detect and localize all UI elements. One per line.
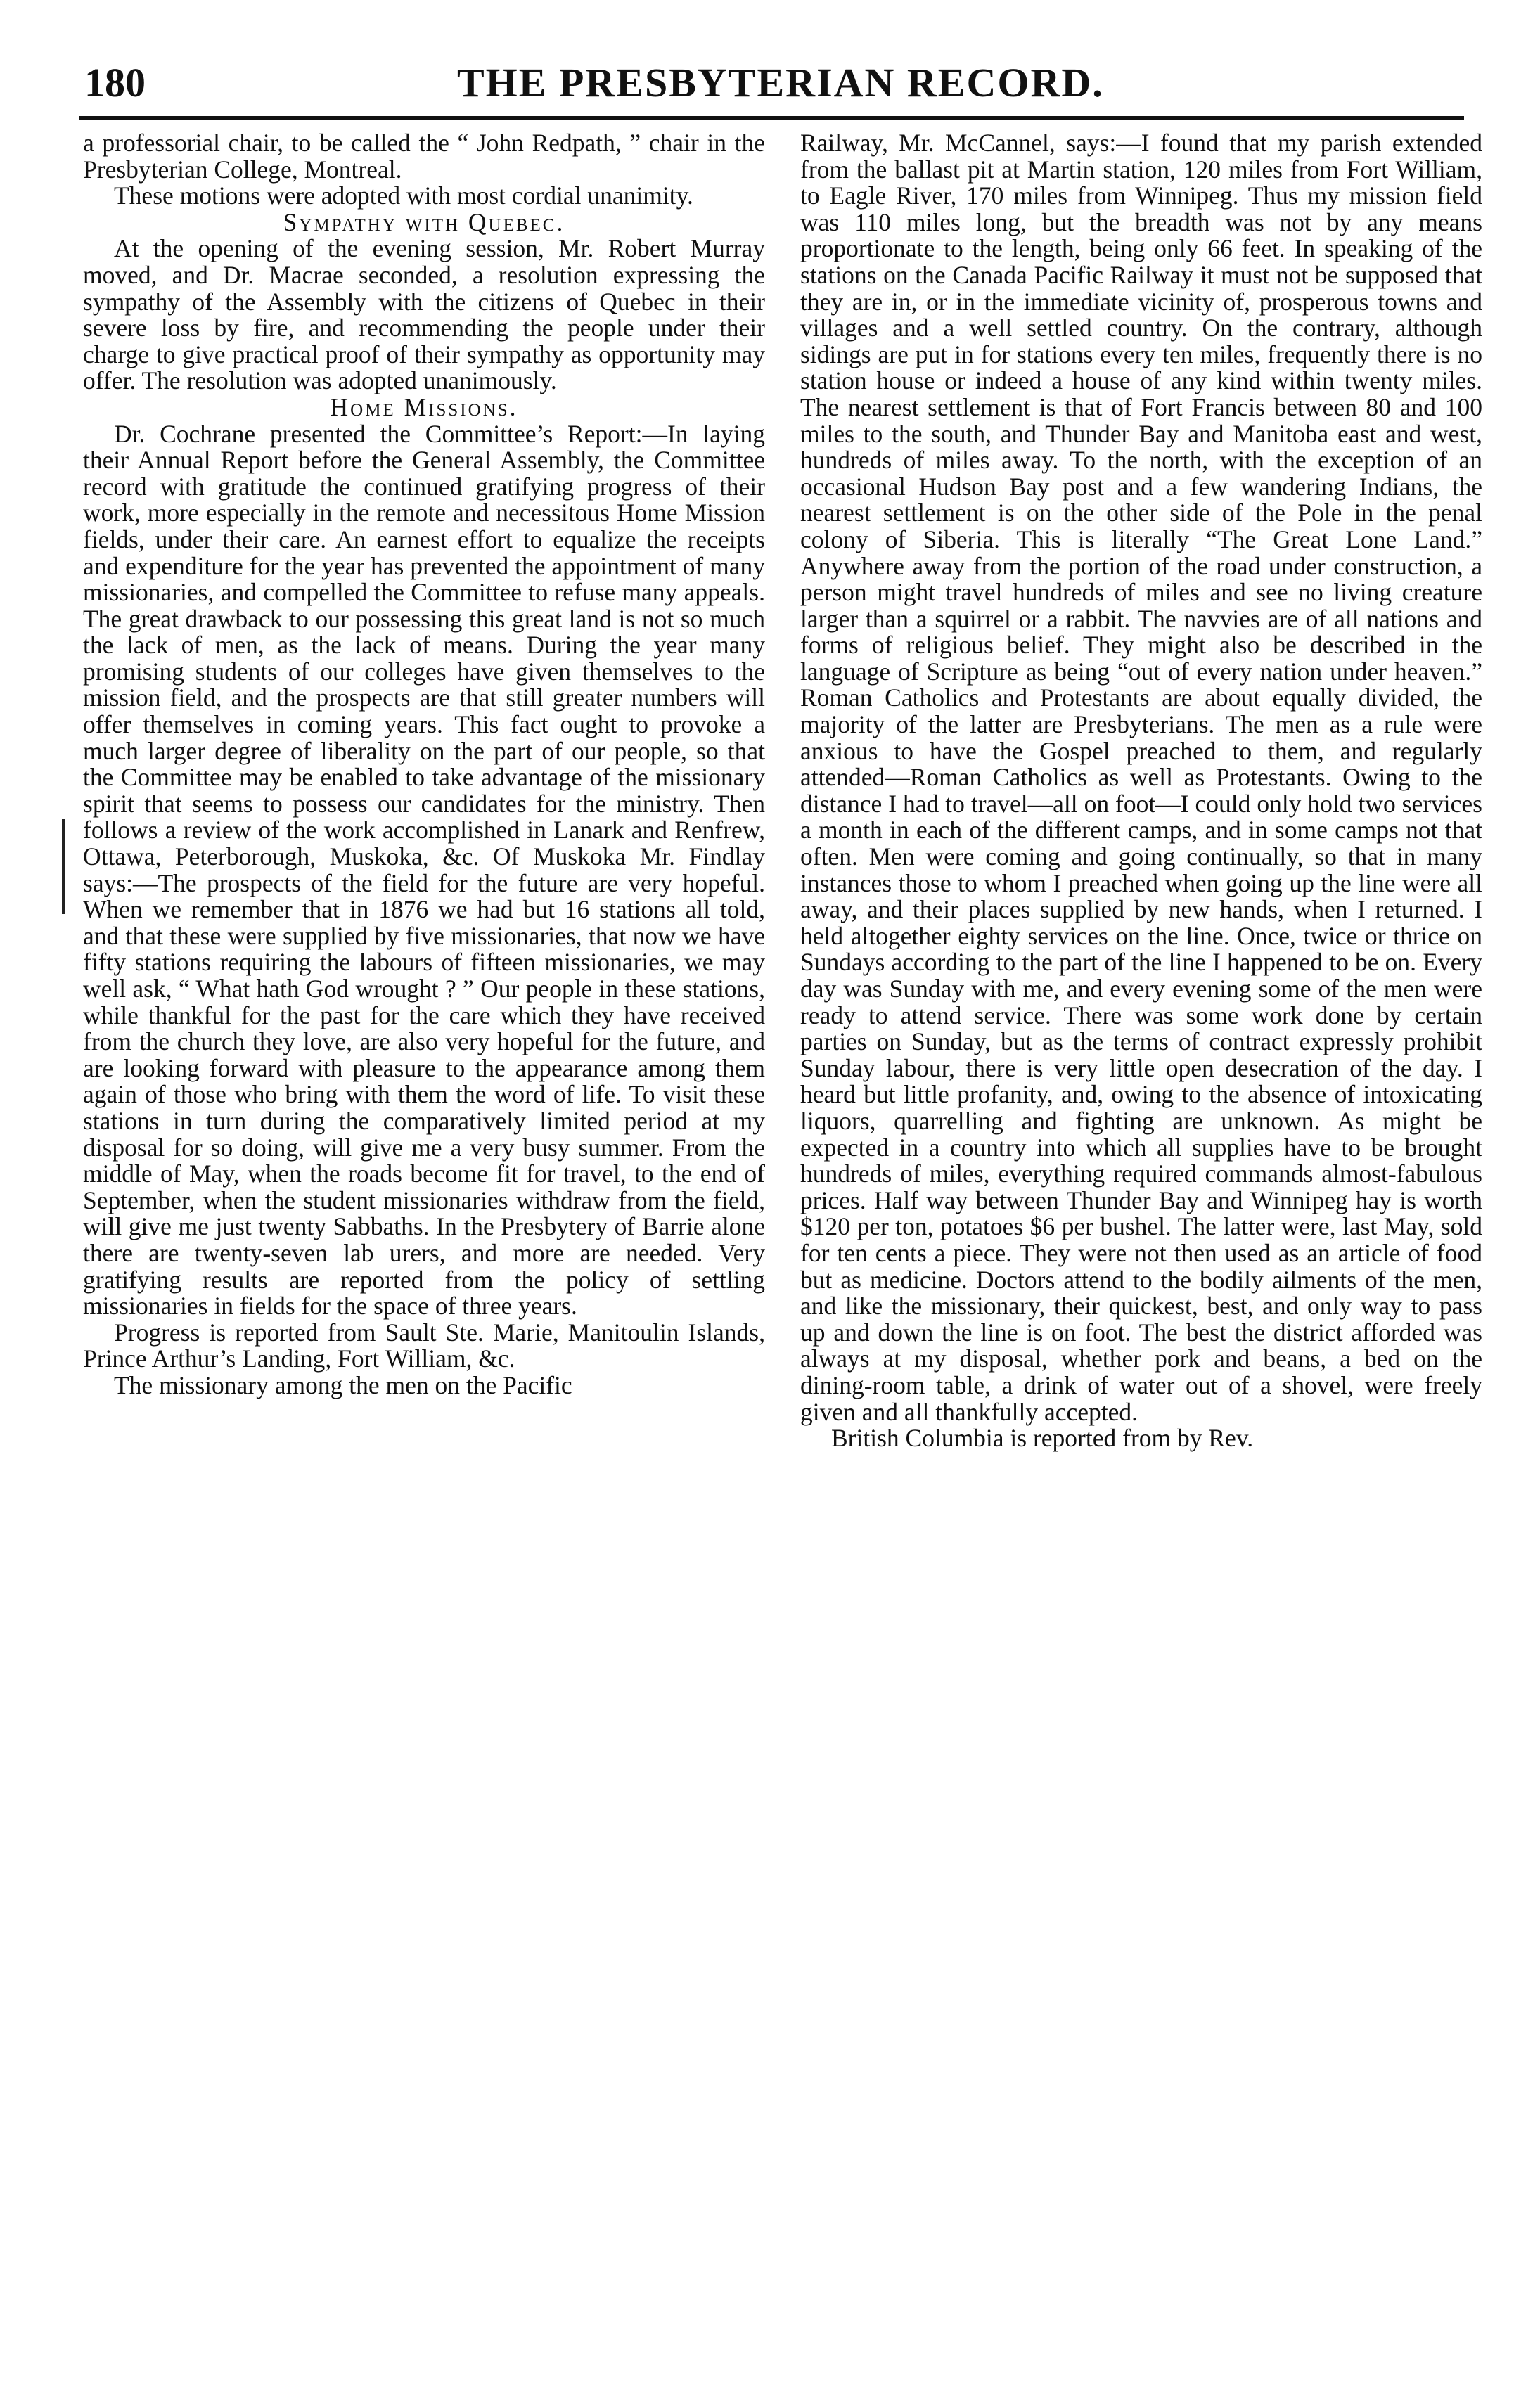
margin-annotation-mark bbox=[62, 819, 65, 914]
right-column bbox=[800, 130, 1482, 1452]
paragraph: a professorial chair, to be called the “ John Redpath, ” chair in the Presbyterian College, Montreal. bbox=[83, 129, 765, 184]
paragraph: Dr. Cochrane presented the Committee’s Report:—In laying their Annual Report before the General Assembly, the Committee record with gratitude the continued gratifying progress of their work, more especially in the remote and necessitous Home Mission fields, under their care. An earnest effort to equalize the receipts and expenditure for the year has prevented the appointment of many missionaries, and compelled the Committee to refuse many appeals. The great drawback to our possessing this great land is not so much the lack of men, as the lack of means. During the year many promising students of our colleges have given themselves to the mission field, and the prospects are that still greater numbers will offer themselves in coming years. This fact ought to provoke a much larger degree of liberality on the part of our people, so that the Committee may be enabled to take advantage of the missionary spirit that seems to possess our candidates for the ministry. Then follows a review of the work accomplished in Lanark and Renfrew, Ottawa, Peterborough, Muskoka, &c. Of Muskoka Mr. Findlay says:—The prospects of the field for the future are very hopeful. When we remember that in 1876 we had but 16 stations all told, and that these were supplied by five missionaries, that now we have fifty stations requiring the labours of fifteen missionaries, we may well ask, “ What hath God wrought ? ” Our people in these stations, while thankful for the past for the care which they have received from the church they love, are also very hopeful for the future, and are looking forward with pleasure to the appearance among them again of those who bring with them the word of life. To visit these stations in turn during the comparatively limited period at my disposal for so doing, will give me a very busy summer. From the middle of May, when the roads become fit for travel, to the end of September, when the student missionaries withdraw from the field, will give me just twenty Sabbaths. In the Presbytery of Barrie alone there are twenty-seven lab urers, and more are needed. Very gratifying results are reported from the policy of settling missionaries in fields for the space of three years. bbox=[83, 419, 765, 1321]
paragraph: Railway, Mr. McCannel, says:—I found that my parish extended from the ballast pit at Martin station, 120 miles from Fort William, to Eagle River, 170 miles from Winnipeg. Thus my mission field was 110 miles long, but the breadth was not by any means proportionate to the length, being only 66 feet. In speaking of the stations on the Canada Pacific Railway it must not be supposed that they are in, or in the immediate vicinity of, prosperous towns and villages and a well settled country. On the contrary, although sidings are put in for stations every ten miles, frequently there is no station house or indeed a house of any kind within twenty miles. The nearest settlement is that of Fort Francis between 80 and 100 miles to the south, and Thunder Bay and Manitoba east and west, hundreds of miles away. To the north, with the exception of an occasional Hudson Bay post and a few wandering Indians, the nearest settlement is on the other side of the Pole in the penal colony of Siberia. This is literally “The Great Lone Land.” Anywhere away from the portion of the road under construction, a person might travel hundreds of miles and see no living creature larger than a squirrel or a rabbit. The navvies are of all nations and forms of religious belief. They might also be described in the language of Scripture as being “out of every nation under heaven.” Roman Catholics and Protestants are about equally divided, the majority of the latter are Presbyterians. The men as a rule were anxious to have the Gospel preached to them, and regularly attended—Roman Catholics as well as Protestants. Owing to the distance I had to travel—all on foot—I could only hold two services a month in each of the different camps, and in some camps not that often. Men were coming and going continually, so that in many instances those to whom I preached when going up the line were all away, and their places supplied by new hands, when I returned. I held altogether eighty services on the line. Once, twice or thrice on Sundays according to the part of the line I happened to be on. Every day was Sunday with me, and every evening some of the men were ready to attend service. There was some work done by certain parties on Sunday, but as the terms of contract expressly prohibit Sunday labour, there is very little open desecration of the day. I heard but little profanity, and, owing to the absence of intoxicating liquors, quarrelling and fighting are unknown. As might be expected in a country into which all supplies have to be brought hundreds of miles, everything required commands almost-fabulous prices. Half way between Thunder Bay and Winnipeg hay is worth $120 per ton, potatoes $6 per bushel. The latter were, last May, sold for ten cents a piece. They were not then used as an article of food but as medicine. Doctors attend to the bodily ailments of the men, and like the missionary, their quickest, best, and only way to pass up and down the line is on foot. The best the district afforded was always at my disposal, whether pork and beans, a bed on the dining-room table, a drink of water out of a shovel, were freely given and all thankfully accepted. bbox=[800, 129, 1482, 1426]
paragraph: Progress is reported from Sault Ste. Marie, Manitoulin Islands, Prince Arthur’s Landing, Fort William, &c. bbox=[83, 1318, 765, 1373]
journal-title: THE PRESBYTERIAN RECORD. bbox=[457, 60, 1104, 105]
paragraph: At the opening of the evening session, Mr. Robert Murray moved, and Dr. Macrae seconded, a resolution expressing the sympathy of the Assembly with the citizens of Quebec in their severe loss by fire, and recommending the people under their charge to give practical proof of their sympathy as opportunity may offer. The resolution was adopted unanimously. bbox=[83, 234, 765, 395]
header-rule bbox=[79, 116, 1464, 120]
section-heading: Sympathy with Quebec. bbox=[283, 207, 565, 236]
section-heading: Home Missions. bbox=[330, 392, 518, 421]
paragraph: The missionary among the men on the Pacific bbox=[114, 1370, 572, 1399]
paragraph: British Columbia is reported from by Rev. bbox=[831, 1424, 1254, 1453]
page-number: 180 bbox=[84, 60, 146, 105]
masthead bbox=[77, 55, 1466, 111]
left-column bbox=[83, 130, 765, 1399]
paragraph: These motions were adopted with most cordial unanimity. bbox=[114, 181, 693, 210]
